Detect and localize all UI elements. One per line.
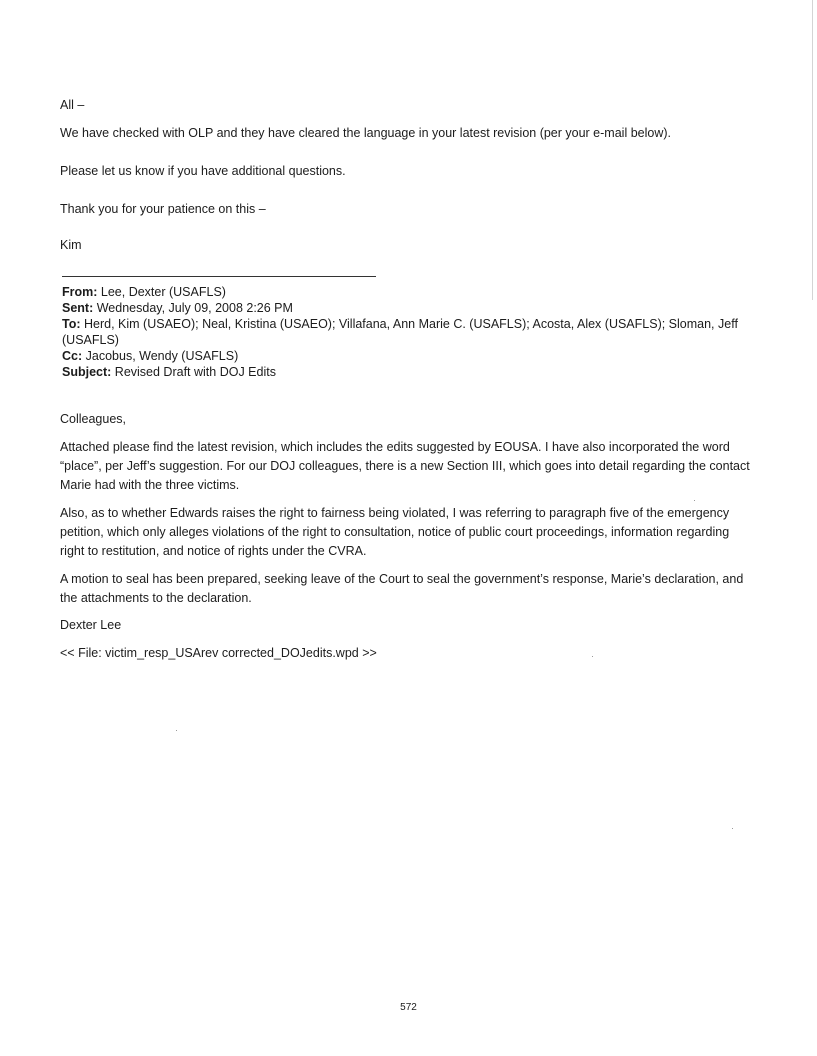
to-label: To:	[62, 317, 81, 331]
body-paragraph-2: Also, as to whether Edwards raises the right to fairness being violated, I was referring to paragraph five of the emergency petition, which only alleges violations of the right to consultation, notice of public court proceedings, information regarding right to restitution, and notice of rights under the CVRA.	[60, 506, 730, 558]
subject-row	[62, 364, 752, 380]
from-label: From:	[62, 285, 98, 299]
email-header	[62, 284, 752, 380]
body-signoff-wrap	[60, 616, 760, 635]
reply-line-3: Thank you for your patience on this –	[60, 202, 266, 216]
cc-value: Jacobus, Wendy (USAFLS)	[85, 349, 239, 363]
sent-label: Sent:	[62, 301, 94, 315]
reply-line-1: We have checked with OLP and they have cleared the language in your latest revision (per your e-mail below).	[60, 126, 671, 140]
header-separator	[62, 276, 376, 277]
body-paragraph-3-wrap	[60, 570, 750, 608]
body-salutation: Colleagues,	[60, 412, 127, 426]
subject-label: Subject:	[62, 365, 112, 379]
attachment-wrap	[60, 644, 760, 663]
to-value: Herd, Kim (USAEO); Neal, Kristina (USAEO); Villafana, Ann Marie C. (USAFLS); Acosta, Alex (USAFLS); Sloman, Jeff (USAFLS)	[62, 317, 738, 347]
body-paragraph-1-wrap	[60, 438, 750, 495]
from-value: Lee, Dexter (USAFLS)	[100, 285, 226, 299]
body-paragraph-2-wrap	[60, 504, 750, 561]
sent-row	[62, 300, 752, 316]
body-signoff: Dexter Lee	[60, 618, 122, 632]
cc-row	[62, 348, 752, 364]
reply-signature: Kim	[60, 238, 82, 252]
reply-line-2-wrap	[60, 162, 760, 181]
scan-edge-line	[812, 0, 813, 300]
to-row	[62, 316, 752, 348]
reply-signature-wrap	[60, 236, 760, 255]
subject-value: Revised Draft with DOJ Edits	[114, 365, 276, 379]
sent-value: Wednesday, July 09, 2008 2:26 PM	[96, 301, 293, 315]
reply-line-3-wrap	[60, 200, 760, 219]
scan-speck	[176, 730, 177, 731]
reply-line-1-wrap	[60, 124, 760, 143]
reply-line-2: Please let us know if you have additional questions.	[60, 164, 346, 178]
attachment-line: << File: victim_resp_USArev corrected_DOJedits.wpd >>	[60, 646, 377, 660]
from-row	[62, 284, 752, 300]
page-number: 572	[400, 1002, 417, 1013]
scan-speck	[694, 500, 695, 501]
cc-label: Cc:	[62, 349, 83, 363]
body-salutation-wrap	[60, 410, 760, 429]
reply-message	[60, 96, 760, 115]
scan-speck	[592, 656, 593, 657]
body-paragraph-3: A motion to seal has been prepared, seeking leave of the Court to seal the government’s response, Marie’s declaration, and the attachments to the declaration.	[60, 572, 744, 605]
reply-greeting: All –	[60, 98, 85, 112]
scan-speck	[732, 828, 733, 829]
body-paragraph-1: Attached please find the latest revision, which includes the edits suggested by EOUSA. I have also incorporated the word “place”, per Jeff’s suggestion. For our DOJ colleagues, there is a new Section III, which goes into detail regarding the contact Marie had with the three victims.	[60, 440, 750, 492]
